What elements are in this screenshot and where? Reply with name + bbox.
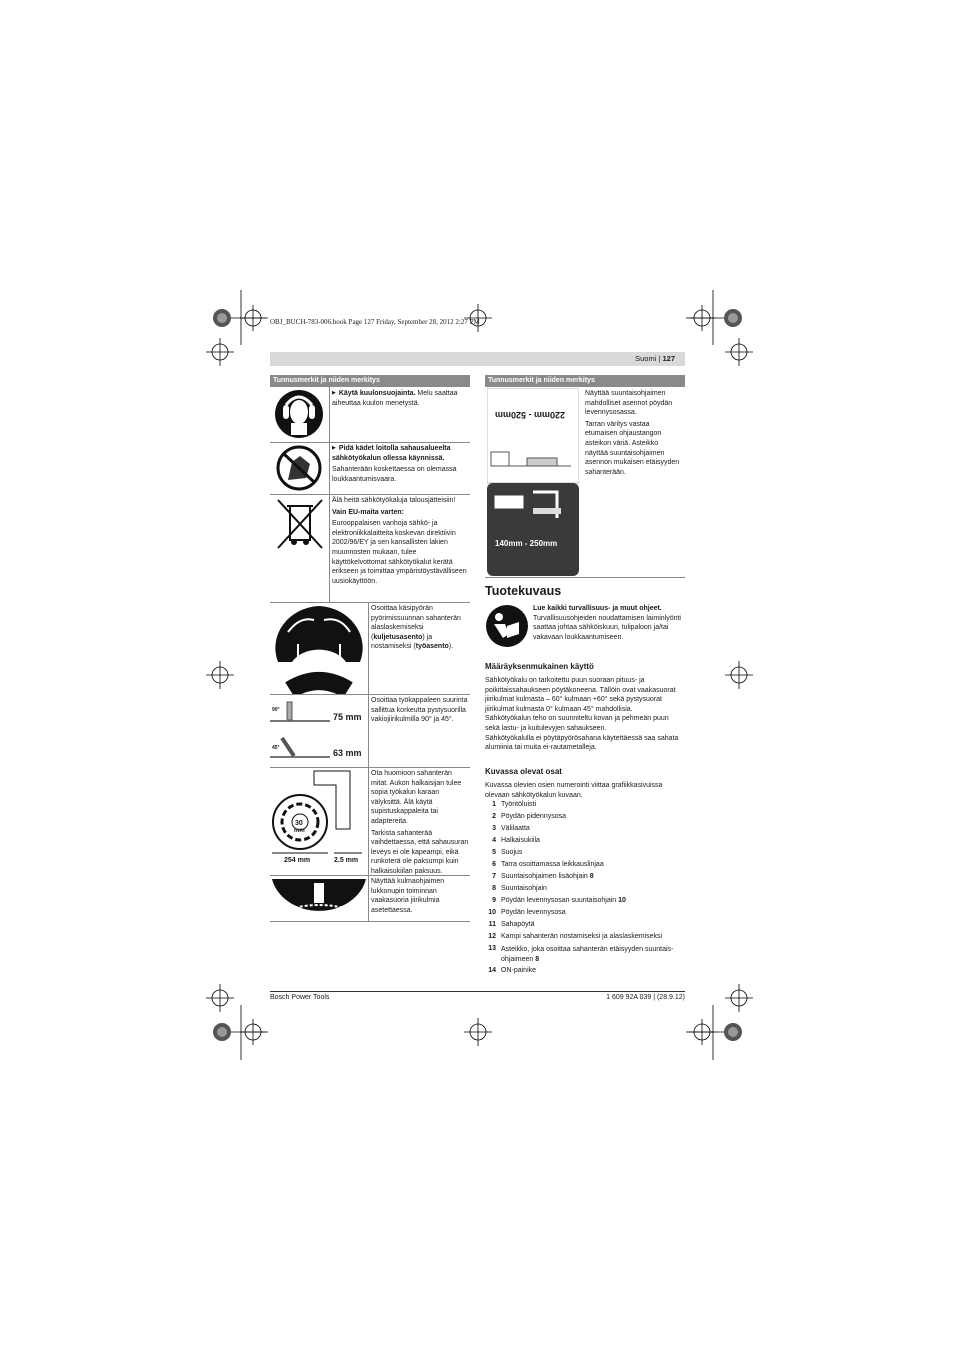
intended-use-p3: Sähkötyökalulla ei pöytäpyörösahana käytettäessä saa sahata alumiinia tai muita ei-rautametalleja. — [485, 734, 679, 752]
intended-use-p2: Sähkötyökalun teho on suunniteltu kovan ja pehmeän puun sekä lastu- ja kuitulevyjen sahaukseen. — [485, 715, 669, 732]
list-item: 10 Pöydän levennysosa — [488, 909, 566, 916]
range-label-bottom: 140mm - 250mm — [495, 539, 558, 548]
fence-positions-graphic — [487, 388, 579, 576]
right-table-header: Tunnusmerkit ja niiden merkitys — [485, 375, 685, 387]
range-label-top: 220mm - 520mm — [495, 410, 566, 420]
left-symbol-table — [270, 375, 470, 387]
bore-unit: mm — [294, 828, 305, 834]
list-item: 2 Pöydän pidennysosa — [492, 813, 566, 820]
blade-change-text: Tarkista sahanterää vaihdettaessa, että sahausuran leveys ei ole kapeampi, eikä runkoterä ole paksumpi kuin halkaisukiilan paksuus. — [371, 829, 469, 875]
fence-positions-row — [485, 387, 685, 578]
disposal-note: Älä heitä sähkötyökaluja talousjätteisiin! — [332, 497, 456, 504]
no-hands-icon — [270, 442, 330, 494]
handwheel-text-1: Osoittaa käsipyörän pyörimissuunnan sahanterän alaslaskemiseksi ( — [371, 605, 461, 641]
weee-text: Eurooppalaisen vanhoja sähkö- ja elektroniikkalaitteita koskevan direktiivin 2002/96/EY ja sen kansallisten lakien muunnosten mukaan, tulee käyttökelvottomat sähkötyökalut kerätä erikseen ja toimittaa ympäristöystävälliseen uusiokäyttöön. — [332, 520, 467, 585]
table-row — [270, 602, 470, 695]
parts-heading: Kuvassa olevat osat — [485, 767, 562, 776]
table-row — [270, 875, 470, 922]
parts-intro: Kuvassa olevien osien numerointi viittaa grafiikkasivuissa olevaan sähkötyökalun kuvaan. — [485, 782, 663, 799]
fence-colour-text: Tarran väritys vastaa etumaisen ohjaustangon asteikon väriä. Asteikko näyttää suuntaisohjaimen asennon mukaisen etäisyyden sahanterään. — [585, 420, 680, 476]
list-item: 11 Sahapöytä — [488, 921, 535, 928]
footer-right: 1 609 92A 039 | (28.9.12) — [606, 994, 685, 1001]
height-75: 75 mm — [333, 712, 362, 722]
intended-use-body — [485, 676, 685, 753]
list-item: 12 Kampi sahanterän nostamiseksi ja alaslaskemiseksi — [488, 933, 663, 940]
fence-positions-text: Näyttää suuntaisohjaimen mahdolliset asennot pöydän levennysosassa. — [585, 390, 673, 417]
list-item: 14 ON-painike — [488, 967, 537, 974]
safety-bold: Lue kaikki turvallisuus- ja muut ohjeet. — [533, 605, 662, 612]
mitre-gauge-text: Näyttää kulmaohjaimen lukkonupin toiminnan vaakasuoria jiirikulmia asetettaessa. — [371, 878, 445, 914]
list-item: 6 Tarra osoittamassa leikkauslinjaa — [492, 861, 604, 868]
table-row — [270, 442, 470, 495]
cutting-height-icon — [270, 694, 369, 767]
handwheel-direction-icon — [270, 602, 369, 694]
transport-position: kuljetusasento — [373, 633, 423, 641]
intended-use-heading: Määräyksenmukainen käyttö — [485, 662, 594, 671]
language-label: Suomi — [635, 354, 657, 363]
thickness-2-5: 2.5 mm — [334, 857, 359, 864]
list-item: 4 Halkaisukiila — [492, 837, 540, 844]
eu-only-heading: Vain EU-maita varten: — [332, 508, 404, 516]
list-item: 13 Asteikko, joka osoittaa sahanterän etäisyyden suuntais- ohjaimeen 8 — [488, 945, 674, 963]
handwheel-text-3: ). — [448, 643, 454, 651]
list-item: 8 Suuntaisohjain — [492, 885, 547, 892]
safety-text: Turvallisuusohjeiden noudattamisen laiminlyönti saattaa johtaa sähköiskuun, tulipaloon ja/tai vakavaan loukkaantumiseen. — [533, 614, 681, 641]
diameter-254: 254 mm — [284, 857, 311, 864]
page-number: 127 — [662, 354, 675, 363]
list-item: 5 Suojus — [492, 849, 523, 856]
footer-rule — [270, 991, 685, 992]
intended-use-p1: Sähkötyökalu on tarkoitettu puun suoraan pituus- ja poikittaissahaukseen pöytäkoneena. Tällöin ovat vaakasuorat jiirikulmat kulmasta – 60° kulmaan +60° sekä pystysuorat jiirikulmat kulmasta 0° kulmaan 45° mahdollisia. — [485, 677, 676, 713]
list-item: 1 Työntöluisti — [492, 801, 537, 808]
section-title: Tuotekuvaus — [485, 584, 562, 598]
bore-30: 30 — [295, 820, 303, 827]
list-item: 3 Välilaatta — [492, 825, 530, 832]
mitre-gauge-lock-icon — [270, 875, 369, 921]
hearing-protection-text: Melu saattaa aiheuttaa kuulon menetystä. — [332, 390, 458, 407]
hands-away-text: Sahanterään koskettaessa on olemassa loukkaantumisvaara. — [332, 466, 457, 483]
angle-90: 90° — [272, 707, 280, 713]
hands-away-bold: Pidä kädet loitolla sahausalueelta sähkötyökalun ollessa käynnissä. — [332, 445, 451, 462]
table-row — [270, 387, 470, 443]
left-table-header: Tunnusmerkit ja niiden merkitys — [270, 375, 470, 387]
handwheel-text-2: ) ja nostamiseksi ( — [371, 633, 433, 651]
parts-list — [485, 801, 685, 979]
wheelie-bin-crossed-icon — [270, 494, 330, 602]
safety-note — [485, 604, 685, 654]
saw-blade-dimensions-icon — [270, 767, 369, 875]
page-band: Suomi | 127 — [270, 352, 685, 366]
print-header: OBJ_BUCH-783-006.book Page 127 Friday, September 28, 2012 2:27 PM — [270, 318, 480, 326]
hearing-protection-bold: Käytä kuulonsuojainta. — [338, 390, 416, 397]
angle-45: 45° — [272, 745, 280, 751]
table-row — [270, 767, 470, 876]
work-position: työasento — [415, 643, 449, 651]
read-manual-icon — [485, 604, 529, 648]
blade-dimensions-text: Ota huomioon sahanterän mitat. Aukon halkaisijan tulee sopia työkalun karaan välyksittä. Älä käytä supistuskappaleita tai adaptereita. — [371, 770, 462, 825]
right-symbol-table — [485, 375, 685, 387]
footer-left: Bosch Power Tools — [270, 994, 330, 1001]
list-item: 9 Pöydän levennysosan suuntaisohjain 10 — [492, 897, 626, 904]
table-row — [270, 494, 470, 603]
ear-protection-icon — [270, 387, 330, 442]
cutting-height-text: Osoittaa työkappaleen suurinta sallittua korkeutta pystysuorilla vakiojiirikulmilla 90° ja 45°. — [371, 697, 468, 724]
list-item: 7 Suuntaisohjaimen lisäohjain 8 — [492, 873, 594, 880]
height-63: 63 mm — [333, 748, 362, 758]
table-row — [270, 694, 470, 768]
